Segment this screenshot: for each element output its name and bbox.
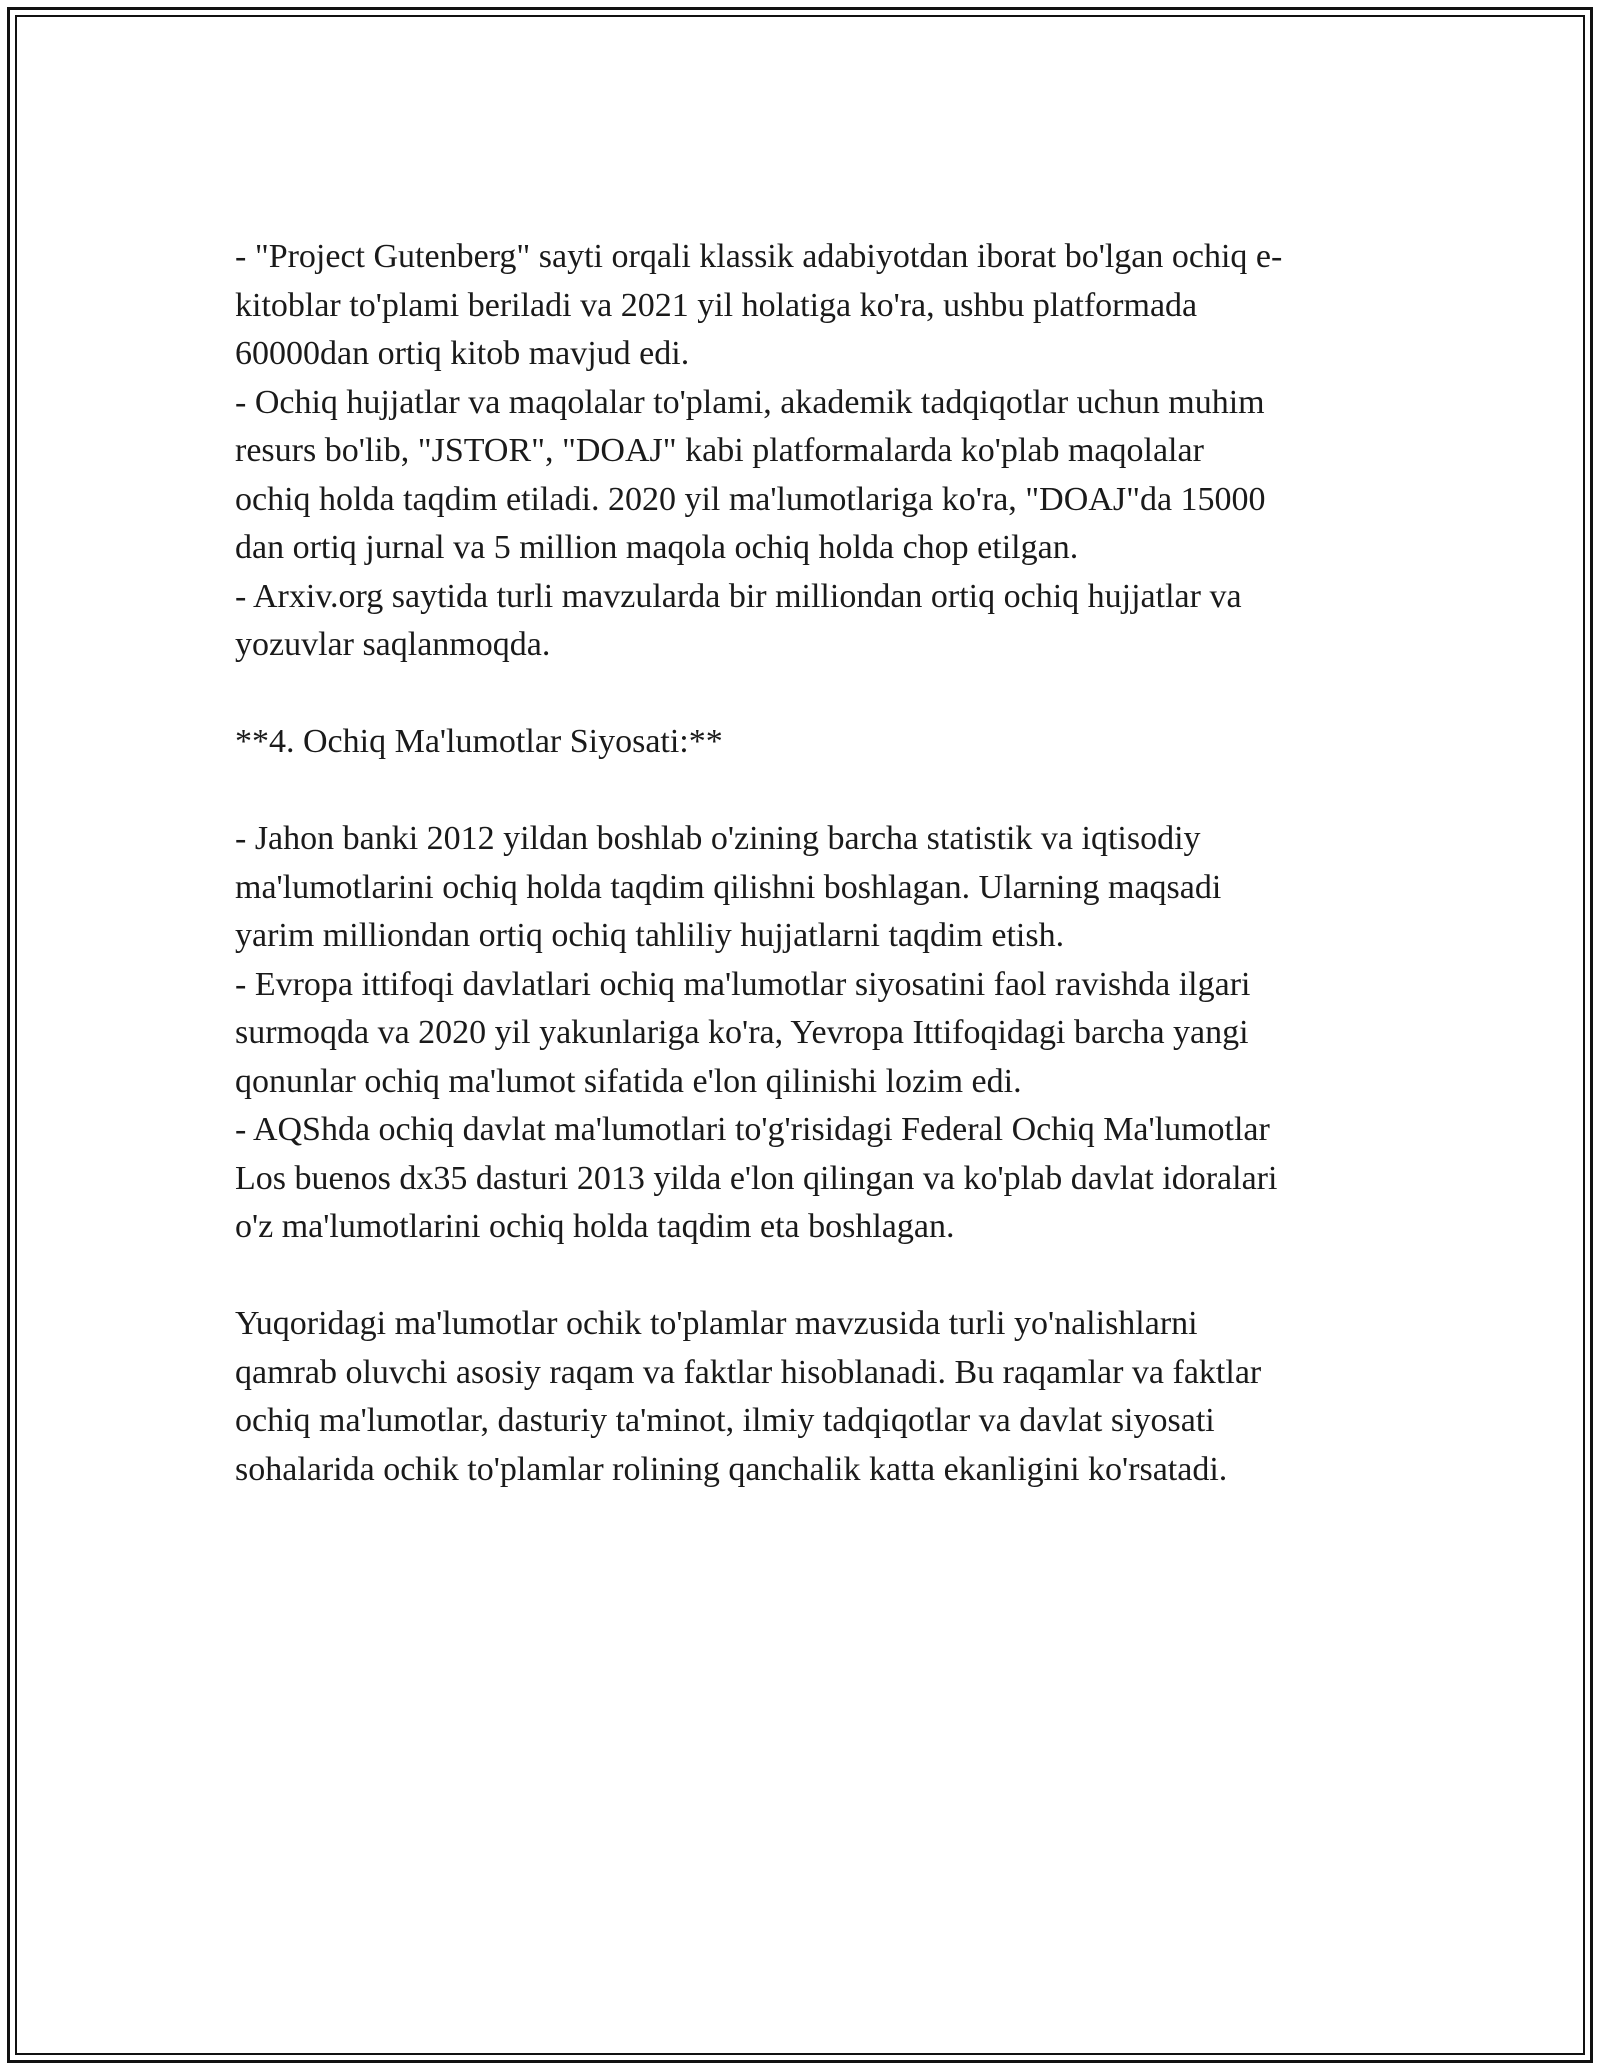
text-line: o'z ma'lumotlarini ochiq holda taqdim eta boshlagan. (235, 1208, 955, 1245)
text-line: resurs bo'lib, "JSTOR", "DOAJ" kabi platformalarda ko'plab maqolalar (235, 432, 1204, 469)
section-heading: **4. Ochiq Ma'lumotlar Siyosati:** (235, 723, 723, 760)
text-line: ochiq ma'lumotlar, dasturiy ta'minot, ilmiy tadqiqotlar va davlat siyosati (235, 1402, 1215, 1439)
text-line: qonunlar ochiq ma'lumot sifatida e'lon qilinishi lozim edi. (235, 1062, 1022, 1100)
blank-line (235, 767, 1375, 816)
text-line: sohalarida ochik to'plamlar rolining qanchalik katta ekanligini ko'rsatadi. (235, 1450, 1228, 1488)
text-line: Yuqoridagi ma'lumotlar ochik to'plamlar mavzusida turli yo'nalishlarni (235, 1305, 1198, 1342)
blank-line (235, 670, 1375, 719)
text-line: - Arxiv.org saytida turli mavzularda bir milliondan ortiq ochiq hujjatlar va (235, 577, 1242, 615)
text-line: dan ortiq jurnal va 5 million maqola ochiq holda chop etilgan. (235, 529, 1079, 566)
text-line: - "Project Gutenberg" sayti orqali klassik adabiyotdan iborat bo'lgan ochiq e- (235, 238, 1283, 275)
blank-line (235, 1252, 1375, 1301)
text-line: ma'lumotlarini ochiq holda taqdim qilishni boshlagan. Ularning maqsadi (235, 868, 1222, 906)
text-line: - Evropa ittifoqi davlatlari ochiq ma'lumotlar siyosatini faol ravishda ilgari (235, 965, 1251, 1003)
text-line: 60000dan ortiq kitob mavjud edi. (235, 335, 690, 372)
text-line: - Ochiq hujjatlar va maqolalar to'plami, akademik tadqiqotlar uchun muhim (235, 383, 1265, 421)
text-line: qamrab oluvchi asosiy raqam va faktlar hisoblanadi. Bu raqamlar va faktlar (235, 1353, 1262, 1391)
text-line: - AQShda ochiq davlat ma'lumotlari to'g'risidagi Federal Ochiq Ma'lumotlar (235, 1111, 1270, 1148)
text-line: Los buenos dx35 dasturi 2013 yilda e'lon qilingan va ko'plab davlat idoralari (235, 1159, 1278, 1197)
text-line: yozuvlar saqlanmoqda. (235, 626, 551, 663)
text-line: - Jahon banki 2012 yildan boshlab o'zining barcha statistik va iqtisodiy (235, 820, 1201, 857)
text-line: ochiq holda taqdim etiladi. 2020 yil ma'lumotlariga ko'ra, "DOAJ"da 15000 (235, 480, 1266, 518)
text-line: surmoqda va 2020 yil yakunlariga ko'ra, Yevropa Ittifoqidagi barcha yangi (235, 1014, 1249, 1051)
text-line: yarim milliondan ortiq ochiq tahliliy hujjatlarni taqdim etish. (235, 917, 1065, 954)
document-body (235, 233, 1375, 1494)
text-line: kitoblar to'plami beriladi va 2021 yil holatiga ko'ra, ushbu platformada (235, 286, 1198, 324)
